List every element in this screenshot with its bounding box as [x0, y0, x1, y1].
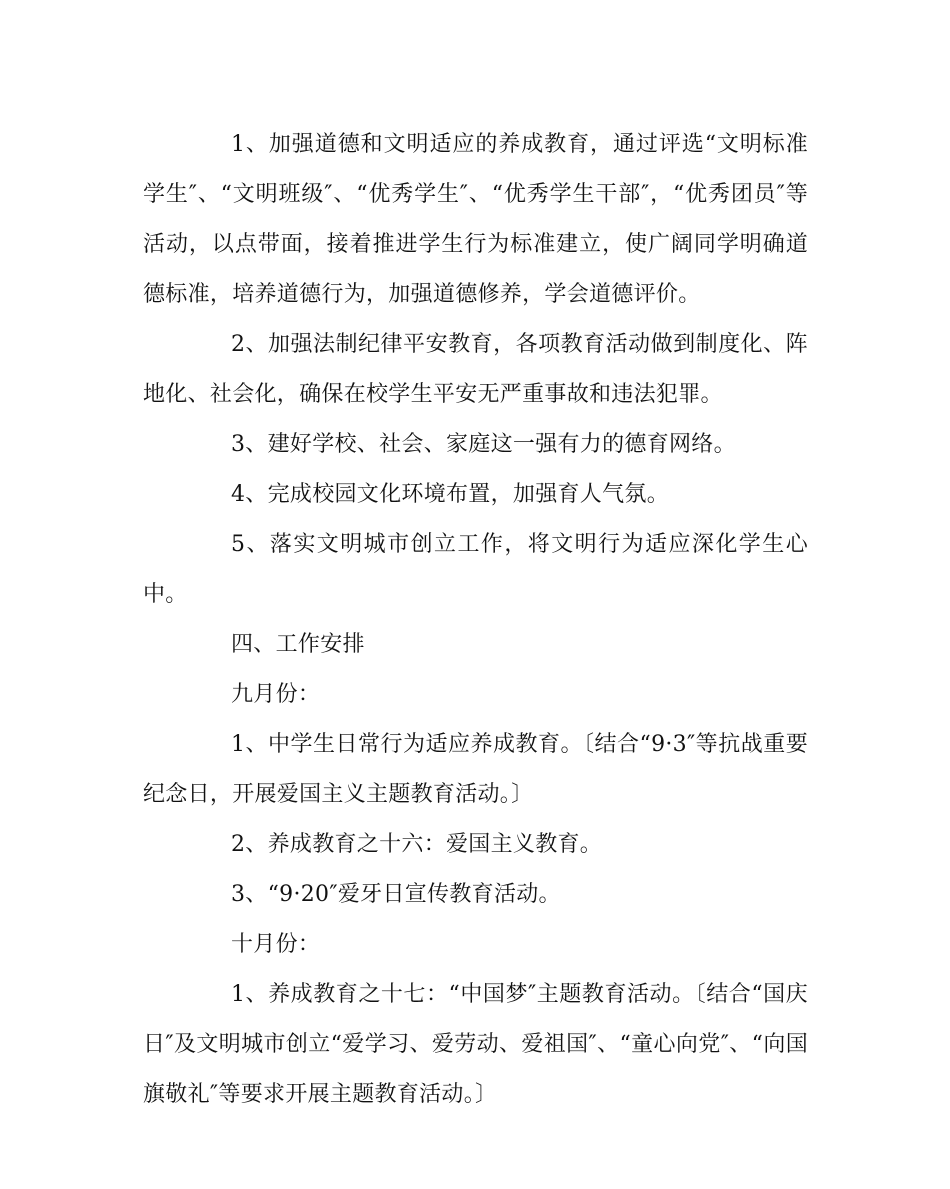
paragraph-legal-safety: 2、加强法制纪律平安教育，各项教育活动做到制度化、阵地化、社会化，确保在校学生平安无严重事故和违法犯罪。 [143, 332, 808, 407]
paragraph-campus-culture: 4、完成校园文化环境布置，加强育人气氛。 [231, 482, 669, 507]
paragraph-october-item-1: 1、养成教育之十七：“中国梦″主题教育活动。〔结合“国庆日″及文明城市创立“爱学习、爱劳动、爱祖国″、“童心向党″、“向国旗敬礼″等要求开展主题教育活动。〕 [143, 982, 808, 1107]
paragraph-september-item-2: 2、养成教育之十六：爱国主义教育。 [231, 832, 603, 857]
paragraph-moral-education: 1、加强道德和文明适应的养成教育，通过评选“文明标准学生″、“文明班级″、“优秀学生″、“优秀学生干部″，“优秀团员″等活动，以点带面，接着推进学生行为标准建立，使广阔同学明确道德标准，培养道德行为，加强道德修养，学会道德评价。 [143, 132, 808, 307]
section-heading-work-schedule: 四、工作安排 [231, 632, 365, 657]
paragraph-september-item-3: 3、“9·20″爱牙日宣传教育活动。 [231, 882, 561, 907]
document-body [143, 120, 808, 1120]
month-heading-october: 十月份： [231, 932, 321, 957]
paragraph-moral-network: 3、建好学校、社会、家庭这一强有力的德育网络。 [231, 432, 736, 457]
paragraph-september-item-1: 1、中学生日常行为适应养成教育。〔结合“9·3″等抗战重要纪念日，开展爱国主义主题教育活动。〕 [143, 732, 808, 807]
paragraph-civilized-city: 5、落实文明城市创立工作，将文明行为适应深化学生心中。 [143, 532, 808, 607]
month-heading-september: 九月份： [231, 682, 321, 707]
